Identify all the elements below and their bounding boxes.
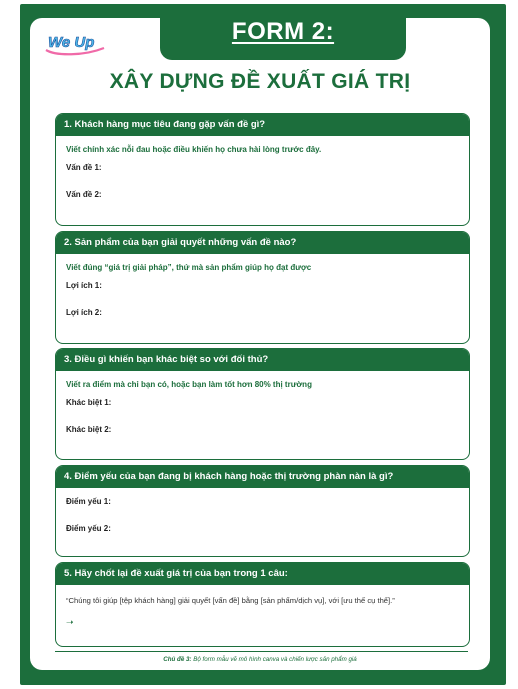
- field-label: Vấn đề 1:: [66, 163, 102, 172]
- page-title: XÂY DỰNG ĐỀ XUẤT GIÁ TRỊ: [109, 70, 411, 93]
- weup-logo: [44, 30, 106, 56]
- field-label: Vấn đề 2:: [66, 190, 102, 199]
- footer-divider: [55, 651, 468, 652]
- section-heading: 1. Khách hàng mục tiêu đang gặp vấn đề gì?: [56, 114, 469, 136]
- section-hint: Viết ra điểm mà chỉ bạn có, hoặc bạn làm tốt hơn 80% thị trường: [66, 380, 312, 389]
- value-proposition-template: “Chúng tôi giúp [tệp khách hàng] giải quyết [vấn đề] bằng [sản phẩm/dịch vụ], với [ưu thế cụ thể].”: [66, 596, 395, 605]
- section-hint: Viết chính xác nỗi đau hoặc điều khiến họ chưa hài lòng trước đây.: [66, 145, 322, 154]
- section-heading: 2. Sản phẩm của bạn giải quyết những vấn đề nào?: [56, 232, 469, 254]
- section-hint: Viết đúng “giá trị giải pháp”, thứ mà sản phẩm giúp họ đạt được: [66, 263, 312, 272]
- field-label: Khác biệt 2:: [66, 425, 112, 434]
- arrow-icon: ➝: [66, 617, 74, 627]
- section-heading: 4. Điểm yếu của bạn đang bị khách hàng hoặc thị trường phàn nàn là gì?: [56, 466, 469, 488]
- section-heading: 3. Điều gì khiến bạn khác biệt so với đối thủ?: [56, 349, 469, 371]
- section-customer-problems: [55, 113, 470, 226]
- field-label: Điểm yếu 2:: [66, 524, 111, 533]
- footer: [30, 656, 490, 663]
- footer-text: Bộ form mẫu vẽ mô hình canva và chiến lược sản phẩm giá: [193, 656, 357, 663]
- section-weaknesses: [55, 465, 470, 557]
- field-label: Lợi ích 2:: [66, 308, 102, 317]
- field-label: Lợi ích 1:: [66, 281, 102, 290]
- field-label: Điểm yếu 1:: [66, 497, 111, 506]
- footer-label: Chủ đề 3:: [163, 656, 192, 663]
- section-solutions: [55, 231, 470, 344]
- field-label: Khác biệt 1:: [66, 398, 112, 407]
- section-value-proposition: [55, 562, 470, 647]
- svg-text:We Up: We Up: [48, 34, 95, 51]
- form-label-tab: [160, 4, 406, 60]
- form-label: FORM 2:: [231, 18, 335, 45]
- section-heading: 5. Hãy chốt lại đề xuất giá trị của bạn trong 1 câu:: [56, 563, 469, 585]
- section-differentiation: [55, 348, 470, 460]
